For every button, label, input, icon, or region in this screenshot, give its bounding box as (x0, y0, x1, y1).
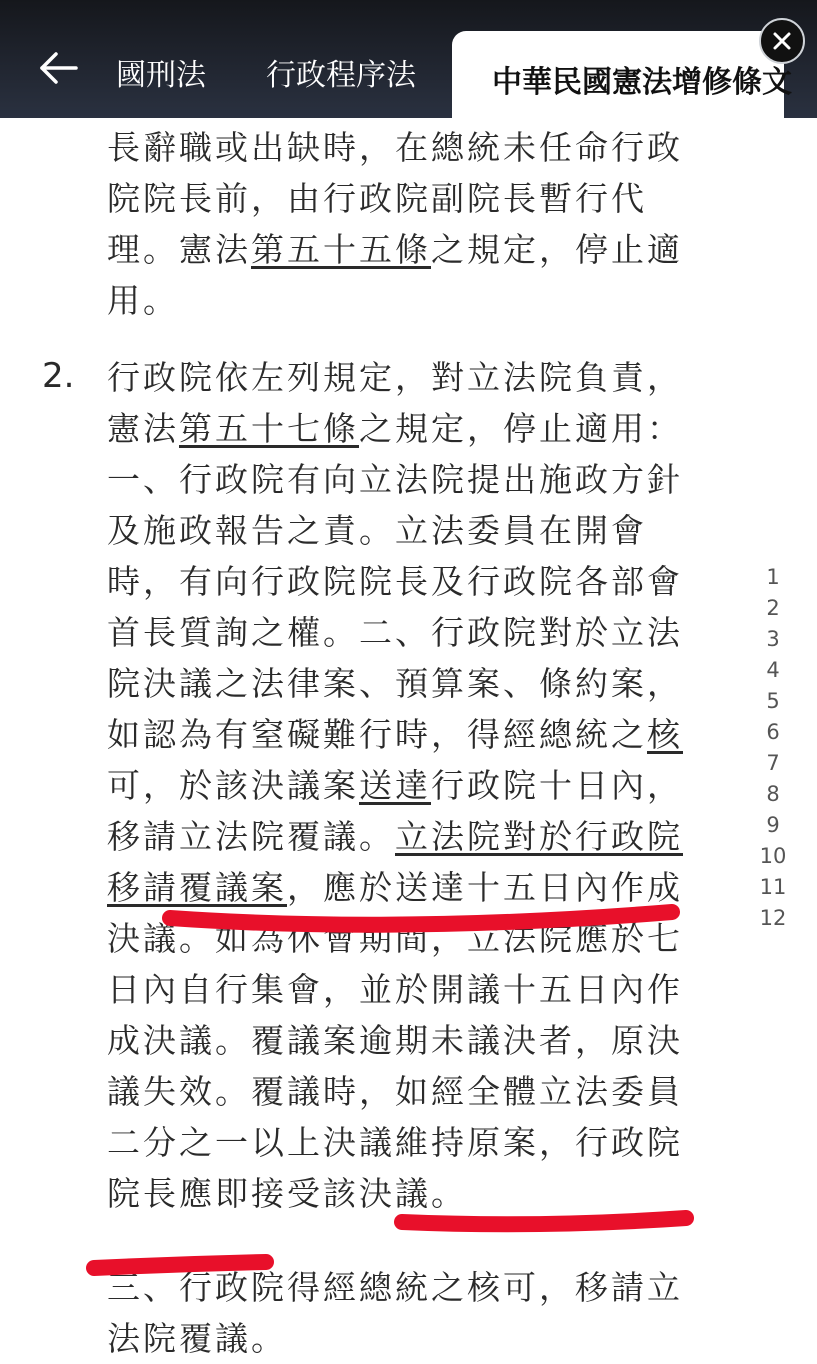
line-number: 6 (766, 720, 780, 744)
close-icon (761, 20, 803, 62)
top-bar (0, 0, 817, 118)
term-reconsideration-link[interactable]: 立法院對於行政院移請覆議案 (107, 817, 683, 907)
line-number: 7 (766, 751, 780, 775)
article-paragraph-3: 三、行政院得經總統之核可，移請立法院覆議。 (107, 1268, 683, 1358)
line-number: 2 (766, 596, 780, 620)
line-number: 12 (759, 906, 787, 930)
article-55-link[interactable]: 第五十五條 (251, 230, 431, 269)
line-number-gutter (748, 562, 798, 934)
close-tab-button[interactable] (759, 18, 805, 64)
line-number: 10 (759, 844, 787, 868)
tab-constitution-amendment[interactable] (452, 31, 792, 118)
term-delivery-link[interactable]: 送達 (359, 766, 431, 805)
tab-constitution-amendment-label: 中華民國憲法增修條文 (492, 65, 792, 100)
tab-criminal-law[interactable]: 國刑法 (116, 58, 206, 93)
term-approval-link[interactable]: 核 (647, 715, 683, 754)
article-paragraph-2 (107, 352, 687, 1219)
paragraph-text: 行政院十日內，移請立法院覆議。 (107, 766, 683, 856)
paragraph-text: 可，於該決議案 (107, 766, 359, 805)
paragraph-text: ，應於送達十五日內作成決議。如為休會期間，立法院應於七日內自行集會，並於開議十五日內作成決議。覆議案逾期未議決者，原決議失效。覆議時，如經全體立法委員二分之一以上決議維持原案，行政院院長應即接受該決議。 (107, 868, 683, 1213)
line-number: 3 (766, 627, 780, 651)
line-number: 5 (766, 689, 780, 713)
line-number: 1 (766, 565, 780, 589)
paragraph-text: 之規定，停止適用：一、行政院有向立法院提出施政方針及施政報告之責。立法委員在開會時，有向行政院院長及行政院各部會首長質詢之權。二、行政院對於立法院決議之法律案、預算案、條約案，如認為有窒礙難行時，得經總統之 (107, 409, 683, 754)
line-number: 4 (766, 658, 780, 682)
paragraph-text: 之規定，停止適用。 (107, 230, 683, 320)
paragraph-text: 長辭職或出缺時，在總統未任命行政院院長前，由行政院副院長暫行代理。憲法 (107, 128, 683, 269)
line-number: 8 (766, 782, 780, 806)
tab-administrative-procedure-act[interactable]: 行政程序法 (266, 58, 416, 93)
line-number: 9 (766, 813, 780, 837)
paragraph-text: 行政院依左列規定，對立法院負責，憲法 (107, 358, 683, 448)
back-arrow-icon[interactable] (38, 50, 78, 86)
item-number: 2. (42, 356, 75, 396)
article-content[interactable] (0, 118, 817, 1358)
article-57-link[interactable]: 第五十七條 (179, 409, 359, 448)
article-paragraph-1 (107, 122, 687, 326)
line-number: 11 (759, 875, 787, 899)
